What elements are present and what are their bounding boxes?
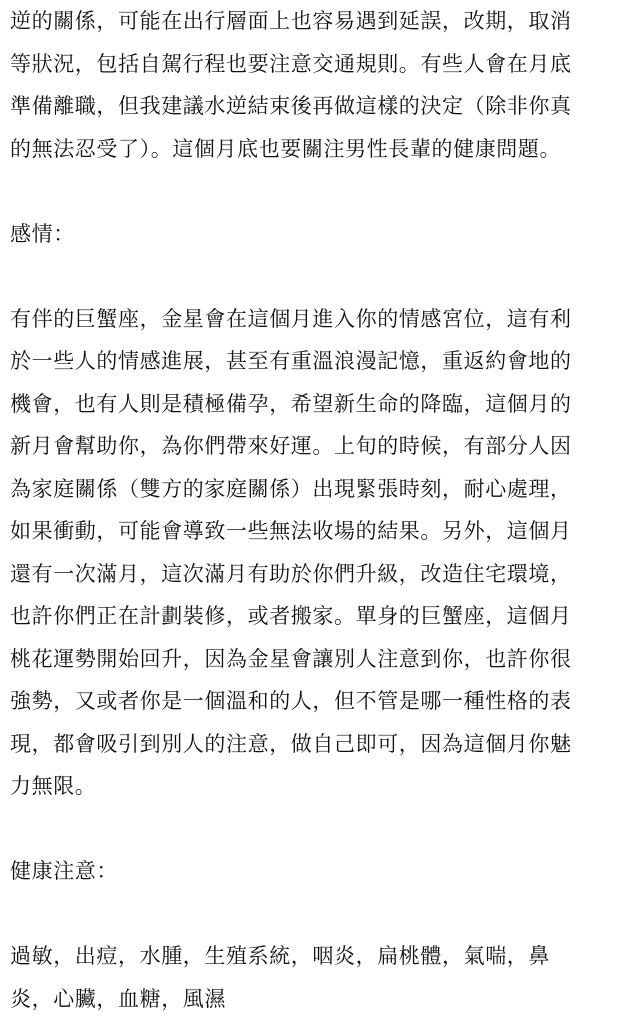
text-line: 還有一次滿月，這次滿月有助於你們升級，改造住宅環境， — [10, 561, 572, 586]
text-line: 的無法忍受了）。這個月底也要關注男性長輩的健康問題。 — [10, 136, 562, 161]
paragraph-spacer — [10, 170, 610, 213]
text-line: 等狀況，包括自駕行程也要注意交通規則。有些人會在月底 — [10, 51, 572, 76]
text-line: 過敏，出痘，水腫，生殖系統，咽炎，扁桃體，氣喘，鼻 — [10, 944, 550, 968]
paragraph-spacer — [10, 255, 610, 298]
article-body — [10, 0, 610, 1020]
text-line: 力無限。 — [10, 774, 97, 798]
text-line: 如果衝動，可能會導致一些無法收場的結果。另外，這個月 — [10, 519, 572, 543]
text-line: 強勢，又或者你是一個溫和的人，但不管是哪一種性格的表 — [10, 689, 572, 713]
text-line: 機會，也有人則是積極備孕，希望新生命的降臨，這個月的 — [10, 391, 572, 416]
health-heading: 健康注意： — [10, 859, 118, 883]
love-heading: 感情： — [10, 221, 75, 246]
text-line: 現，都會吸引到別人的注意，做自己即可，因為這個月你魅 — [10, 731, 572, 756]
text-line: 為家庭關係（雙方的家庭關係）出現緊張時刻，耐心處理， — [10, 476, 572, 501]
love-paragraph — [10, 298, 610, 808]
paragraph-spacer — [10, 893, 610, 936]
text-line: 有伴的巨蟹座，金星會在這個月進入你的情感宮位，這有利 — [10, 306, 572, 331]
text-line: 也許你們正在計劃裝修，或者搬家。單身的巨蟹座，這個月 — [10, 604, 572, 628]
text-line: 準備離職，但我建議水逆結束後再做這樣的決定（除非你真 — [10, 94, 572, 118]
intro-paragraph — [10, 0, 610, 170]
health-paragraph — [10, 935, 610, 1020]
text-line: 新月會幫助你，為你們帶來好運。上旬的時候，有部分人因 — [10, 434, 572, 458]
text-line: 炎，心臟，血糖，風濕 — [10, 986, 226, 1011]
text-line: 桃花運勢開始回升，因為金星會讓別人注意到你，也許你很 — [10, 646, 572, 671]
paragraph-spacer — [10, 808, 610, 851]
text-line: 於一些人的情感進展，甚至有重溫浪漫記憶，重返約會地的 — [10, 349, 572, 373]
text-line: 逆的關係，可能在出行層面上也容易遇到延誤，改期，取消 — [10, 9, 572, 33]
